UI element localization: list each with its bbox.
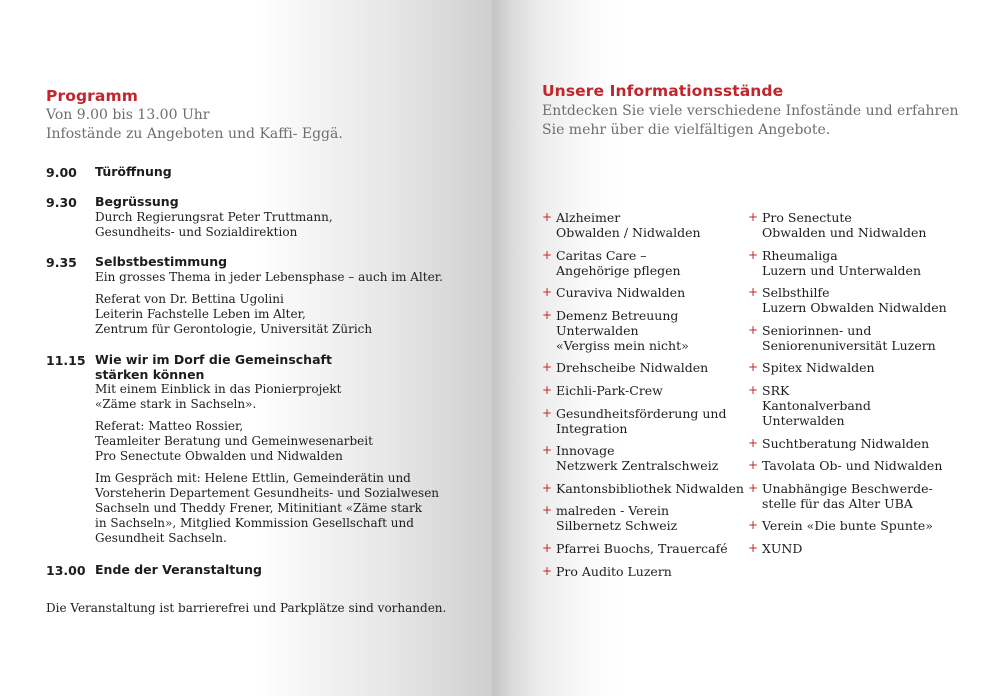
info-stand-name: Eichli-Park-Crew bbox=[556, 382, 663, 398]
info-title: Unsere Informationsstände bbox=[542, 82, 784, 100]
plus-icon: + bbox=[542, 503, 553, 518]
schedule-heading: Wie wir im Dorf die Gemeinschaft stärken können bbox=[95, 352, 332, 382]
info-stand-item bbox=[748, 285, 968, 315]
plus-icon: + bbox=[542, 443, 553, 458]
info-stand-name: Alzheimer Obwalden / Nidwalden bbox=[556, 210, 701, 240]
schedule-event bbox=[95, 255, 475, 337]
plus-icon: + bbox=[542, 563, 553, 578]
info-stand-item bbox=[748, 248, 968, 278]
plus-icon: + bbox=[542, 210, 553, 224]
info-intro-line-2: Sie mehr über die vielfältigen Angebote. bbox=[542, 122, 831, 138]
schedule-time: 9.30 bbox=[46, 195, 77, 210]
schedule-paragraph: Ein grosses Thema in jeder Lebensphase – auch im Alter. bbox=[95, 269, 443, 284]
info-stand-item bbox=[748, 383, 968, 428]
program-subtitle: Infostände zu Angeboten und Kaffi- Eggä. bbox=[46, 126, 343, 142]
info-stand-name: XUND bbox=[762, 540, 803, 556]
info-stand-item bbox=[748, 518, 968, 533]
schedule-time: 9.00 bbox=[46, 165, 77, 180]
info-stand-name: Suchtberatung Nidwalden bbox=[762, 435, 930, 451]
info-stand-item bbox=[748, 323, 968, 353]
schedule-event bbox=[95, 353, 475, 546]
schedule-paragraph: Im Gespräch mit: Helene Ettlin, Gemeinderätin und Vorsteherin Departement Gesundheits- und Sozialwesen Sachseln und Theddy Frener, Mitinitiant «Zäme stark in Sachseln», Mitglied Kommission Gesellschaft und Gesundheit Sachseln. bbox=[95, 471, 440, 545]
info-stand-name: Gesundheitsförderung und Integration bbox=[556, 405, 727, 436]
info-stand-name: Curaviva Nidwalden bbox=[556, 285, 686, 301]
schedule-heading: Türöffnung bbox=[95, 164, 172, 179]
info-stand-name: malreden - Verein Silbernetz Schweiz bbox=[556, 503, 678, 534]
info-stand-name: Selbsthilfe Luzern Obwalden Nidwalden bbox=[762, 285, 947, 316]
info-stand-name: Caritas Care – Angehörige pflegen bbox=[556, 247, 681, 278]
plus-icon: + bbox=[542, 307, 553, 322]
schedule-event bbox=[95, 563, 475, 578]
info-stand-name: Pfarrei Buochs, Trauercafé bbox=[556, 540, 728, 556]
info-stand-item bbox=[542, 481, 742, 496]
info-stand-item bbox=[542, 503, 742, 533]
schedule-paragraph: Referat: Matteo Rossier, Teamleiter Beratung und Gemeinwesenarbeit Pro Senectute Obwalden und Nidwalden bbox=[95, 419, 373, 463]
schedule-event bbox=[95, 195, 475, 240]
plus-icon: + bbox=[542, 405, 553, 420]
schedule-time: 11.15 bbox=[46, 353, 86, 368]
info-stand-name: Kantonsbibliothek Nidwalden bbox=[556, 480, 744, 496]
info-stand-item bbox=[748, 210, 968, 240]
info-stand-name: Demenz Betreuung Unterwalden «Vergiss mein nicht» bbox=[556, 307, 689, 353]
info-stand-name: Unabhängige Beschwerde- stelle für das Alter UBA bbox=[762, 480, 933, 511]
schedule-heading: Ende der Veranstaltung bbox=[95, 562, 262, 577]
info-stand-item bbox=[748, 436, 968, 451]
info-stand-name: Verein «Die bunte Spunte» bbox=[762, 518, 933, 534]
plus-icon: + bbox=[748, 458, 759, 473]
info-stand-name: Pro Audito Luzern bbox=[556, 563, 672, 579]
info-stand-name: Tavolata Ob- und Nidwalden bbox=[762, 458, 943, 474]
info-stand-item bbox=[542, 210, 742, 240]
right-page bbox=[492, 0, 985, 696]
info-stand-name: Drehscheibe Nidwalden bbox=[556, 360, 709, 376]
schedule-paragraph: Durch Regierungsrat Peter Truttmann, Gesundheits- und Sozialdirektion bbox=[95, 209, 333, 239]
plus-icon: + bbox=[542, 247, 553, 262]
info-stand-item bbox=[748, 458, 968, 473]
info-stand-name: Seniorinnen- und Seniorenuniversität Luzern bbox=[762, 322, 936, 353]
plus-icon: + bbox=[748, 360, 759, 375]
plus-icon: + bbox=[748, 247, 759, 262]
plus-icon: + bbox=[542, 285, 553, 300]
plus-icon: + bbox=[542, 540, 553, 555]
schedule-paragraph: Mit einem Einblick in das Pionierprojekt «Zäme stark in Sachseln». bbox=[95, 382, 342, 411]
info-stand-item bbox=[748, 360, 968, 375]
info-stand-name: SRK Kantonalverband Unterwalden bbox=[762, 382, 871, 428]
info-stand-item bbox=[748, 481, 968, 511]
info-stand-item bbox=[542, 443, 742, 473]
schedule-time: 9.35 bbox=[46, 255, 77, 270]
info-stand-name: Spitex Nidwalden bbox=[762, 360, 875, 376]
plus-icon: + bbox=[748, 382, 759, 397]
info-stand-item bbox=[542, 360, 742, 375]
schedule-time: 13.00 bbox=[46, 563, 86, 578]
schedule-paragraph: Referat von Dr. Bettina Ugolini Leiterin Fachstelle Leben im Alter, Zentrum für Gerontologie, Universität Zürich bbox=[95, 291, 373, 336]
plus-icon: + bbox=[748, 480, 759, 495]
schedule-heading: Selbstbestimmung bbox=[95, 254, 228, 269]
plus-icon: + bbox=[748, 285, 759, 300]
plus-icon: + bbox=[748, 518, 759, 533]
info-stand-name: Innovage Netzwerk Zentralschweiz bbox=[556, 443, 719, 474]
info-stand-item bbox=[748, 541, 968, 556]
info-stand-item bbox=[542, 248, 742, 278]
info-stand-item bbox=[542, 308, 742, 353]
info-stand-item bbox=[542, 564, 742, 579]
info-stand-item bbox=[542, 541, 742, 556]
info-stand-item bbox=[542, 383, 742, 398]
plus-icon: + bbox=[542, 480, 553, 495]
info-stand-item bbox=[542, 406, 742, 436]
schedule-event bbox=[95, 165, 475, 180]
program-time: Von 9.00 bis 13.00 Uhr bbox=[46, 107, 210, 123]
info-stands-column-1 bbox=[542, 210, 742, 586]
program-title: Programm bbox=[46, 87, 138, 105]
info-stand-item bbox=[542, 285, 742, 300]
plus-icon: + bbox=[542, 360, 553, 375]
schedule-heading: Begrüssung bbox=[95, 194, 179, 209]
info-intro-line-1: Entdecken Sie viele verschiedene Infostände und erfahren bbox=[542, 103, 959, 119]
plus-icon: + bbox=[748, 210, 759, 224]
info-stands-column-2 bbox=[748, 210, 968, 564]
left-page bbox=[0, 0, 492, 696]
plus-icon: + bbox=[748, 435, 759, 450]
plus-icon: + bbox=[542, 382, 553, 397]
plus-icon: + bbox=[748, 322, 759, 337]
plus-icon: + bbox=[748, 540, 759, 555]
info-stand-name: Pro Senectute Obwalden und Nidwalden bbox=[762, 210, 927, 240]
info-stand-name: Rheumaliga Luzern und Unterwalden bbox=[762, 247, 921, 278]
accessibility-note: Die Veranstaltung ist barrierefrei und Parkplätze sind vorhanden. bbox=[46, 601, 447, 615]
